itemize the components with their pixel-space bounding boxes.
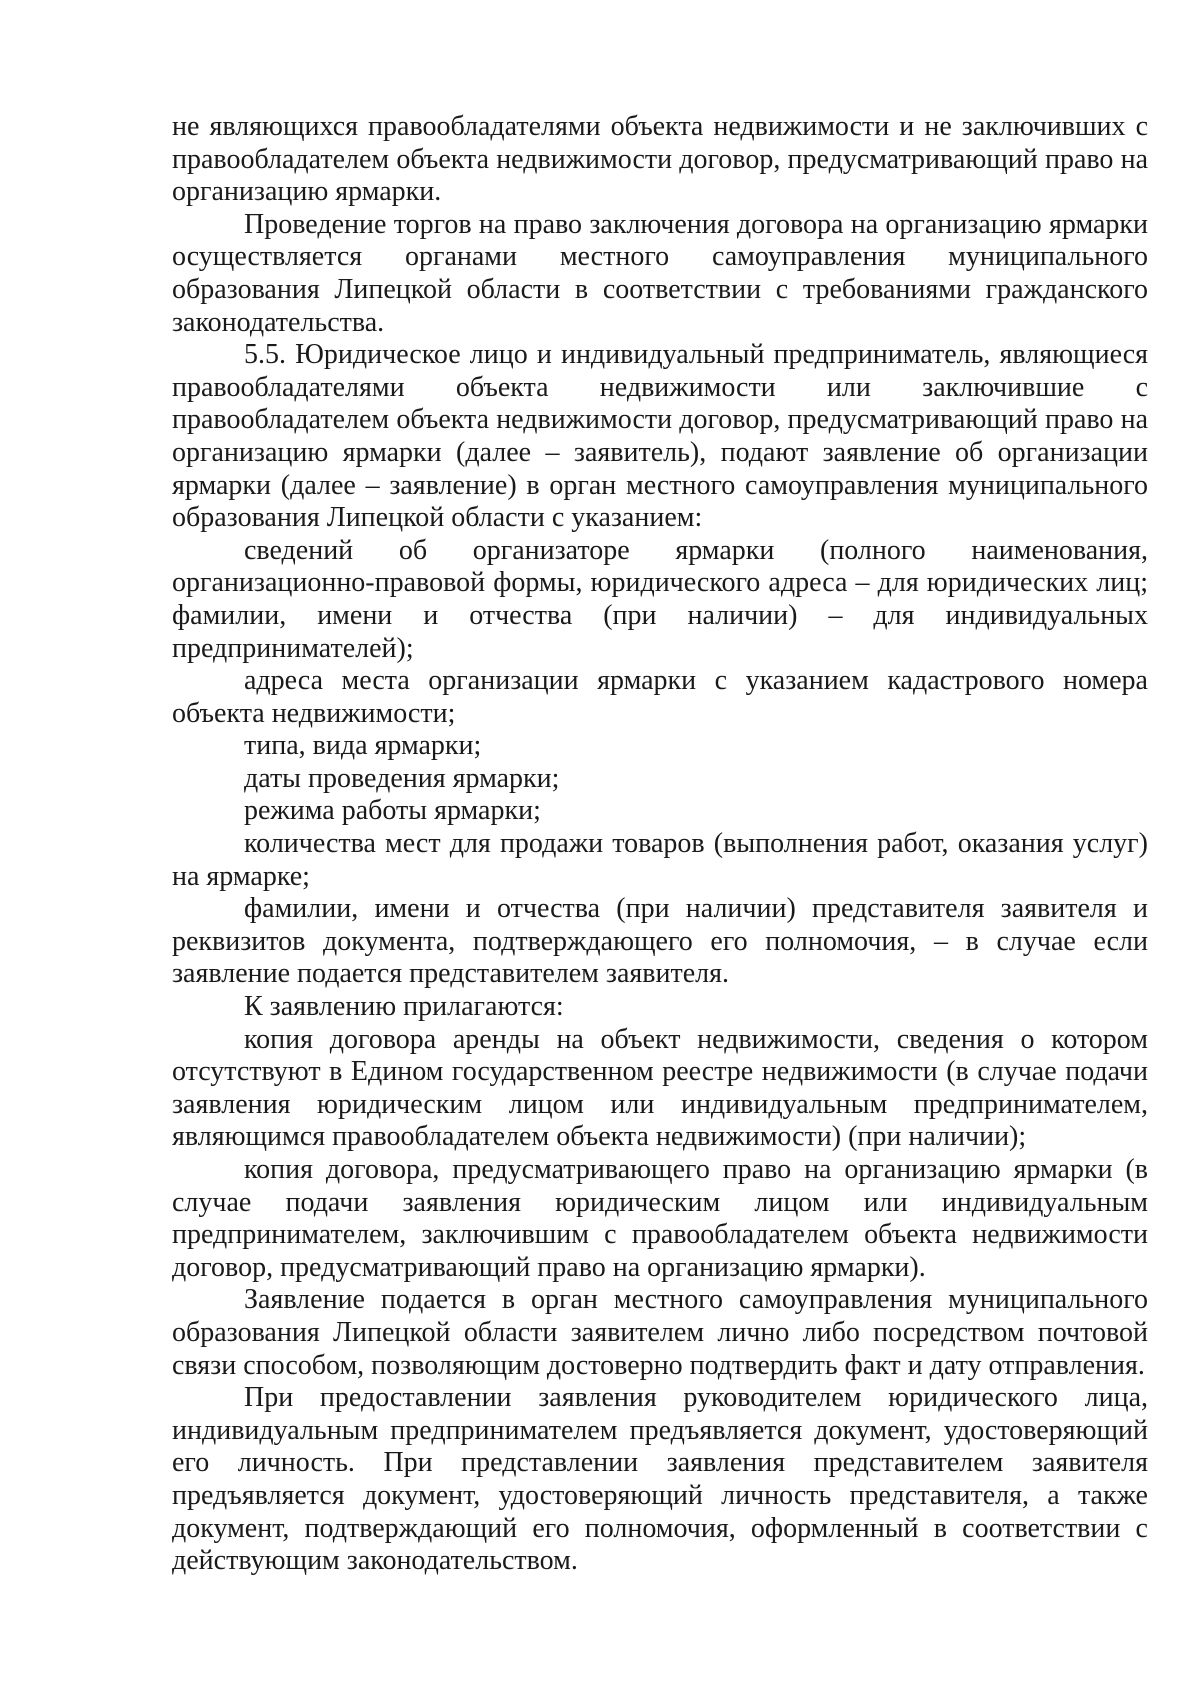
- list-item-address: адреса места организации ярмарки с указанием кадастрового номера объекта недвижимости;: [172, 665, 1148, 729]
- paragraph-continuation: не являющихся правообладателями объекта недвижимости и не заключивших с правообладателем объекта недвижимости договор, предусматривающий право на организацию ярмарки.: [172, 111, 1148, 208]
- list-item-representative: фамилии, имени и отчества (при наличии) представителя заявителя и реквизитов документа, подтверждающего его полномочия, – в случае если заявление подается представителем заявителя.: [172, 893, 1148, 990]
- paragraph-5-5: 5.5. Юридическое лицо и индивидуальный предприниматель, являющиеся правообладателями объекта недвижимости или заключившие с правообладателем объекта недвижимости договор, предусматривающий право на организацию ярмарки (далее – заявитель), подают заявление об организации ярмарки (далее – заявление) в орган местного самоуправления муниципального образования Липецкой области с указанием:: [172, 339, 1148, 534]
- list-item-type: типа, вида ярмарки;: [244, 730, 482, 762]
- list-item-contract-copy: копия договора, предусматривающего право на организацию ярмарки (в случае подачи заявления юридическим лицом или индивидуальным предпринимателем, заключившим с правообладателем объекта недвижимости договор, предусматривающий право на организацию ярмарки).: [172, 1154, 1148, 1283]
- list-item-lease-copy: копия договора аренды на объект недвижимости, сведения о котором отсутствуют в Едином государственном реестре недвижимости (в случае подачи заявления юридическим лицом или индивидуальным предпринимателем, являющимся правообладателем объекта недвижимости) (при наличии);: [172, 1023, 1148, 1153]
- list-item-organizer-info: сведений об организаторе ярмарки (полного наименования, организационно-правовой формы, юридического адреса – для юридических лиц; фамилии, имени и отчества (при наличии) – для индивидуальных предпринимателей);: [172, 534, 1148, 664]
- paragraph-identity: При предоставлении заявления руководителем юридического лица, индивидуальным предпринимателем предъявляется документ, удостоверяющий его личность. При представлении заявления представителем заявителя предъявляется документ, удостоверяющий личность представителя, а также документ, подтверждающий его полномочия, оформленный в соответствии с действующим законодательством.: [172, 1382, 1148, 1577]
- list-item-schedule: режима работы ярмарки;: [244, 795, 541, 827]
- list-item-places: количества мест для продажи товаров (выполнения работ, оказания услуг) на ярмарке;: [172, 828, 1148, 892]
- paragraph-submission: Заявление подается в орган местного самоуправления муниципального образования Липецкой области заявителем лично либо посредством почтовой связи способом, позволяющим достоверно подтвердить факт и дату отправления.: [172, 1284, 1148, 1381]
- document-page: [172, 111, 1148, 1578]
- list-item-dates: даты проведения ярмарки;: [244, 762, 560, 794]
- paragraph-attachments-heading: К заявлению прилагаются:: [244, 991, 564, 1023]
- paragraph-trading: Проведение торгов на право заключения договора на организацию ярмарки осуществляется органами местного самоуправления муниципального образования Липецкой области в соответствии с требованиями гражданского законодательства.: [172, 208, 1148, 338]
